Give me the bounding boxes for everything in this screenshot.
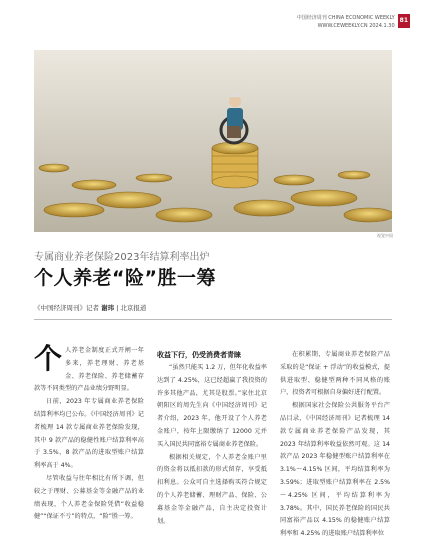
paragraph: 根据相关规定，个人养老金账户里的资金将以抵扣款的形式留存，享受抵扣利息。公众可自主选择购买符合规定的个人养老储蓄、理财产品、保险、公募基金等金融产品，自主决定投资计划。 [157, 453, 267, 525]
coins-figurine-illustration [34, 50, 392, 232]
paragraph: 尽管收益与往年相比有所下调，但较之于理财、公募基金等金融产品的业绩表现，个人养老金保险凭借“收益稳健”“保证不亏”的特点，“险”胜一筹。 [34, 474, 144, 521]
paragraph-text: 人养老金制度正式开闸一年多来，养老理财、养老基金、养老保险、养老储蓄存款等不同类型的产品业绩分野明显。 [34, 347, 144, 393]
header-website-date: WWW.CEWEEKLY.CN 2024.1.30 [317, 23, 395, 29]
paragraph: 在积累期，专属商业养老保险产品采取的是“保证 + 浮动”的收益模式，提供进取型、稳健型两种不同风格的账户，投资者可根据自身偏好进行配置。 [280, 351, 390, 397]
article-subtitle: 专属商业养老保险2023年结算利率出炉 [34, 252, 210, 263]
paragraph: “虽然只能买 1.2 万，但年化收益率达到了 4.25%，这已经超赢了我投资的许多其他产品，尤其是股票。”家住北京朝阳区的周先生向《中国经济周刊》记者介绍，2023 年，他开设了个人养老金账户，按年上限缴纳了 12000 元并买入国民共同富裕专属商业养老保险。 [157, 364, 267, 448]
byline-publication: 《中国经济周刊》记者 [34, 304, 99, 312]
byline [34, 303, 146, 312]
paragraph: 日前，2023 年专属商业养老保险结算利率均已公布。《中国经济周刊》记者梳理 14 款专属商业养老保险发现，其中 9 款产品的稳健性账户结算利率高于 3.5%，8 款产品的进取型账户结算利率高于 4%。 [34, 398, 144, 470]
paragraph [34, 342, 144, 396]
page-number: 81 [398, 14, 410, 28]
photo-credit: 视觉中国 [377, 233, 393, 238]
article-photo [34, 50, 392, 232]
column-3 [280, 349, 390, 541]
column-2 [157, 349, 267, 528]
column-1 [34, 342, 144, 524]
byline-location: | 北京报道 [116, 304, 147, 312]
drop-cap: 个 [34, 342, 63, 375]
byline-author: 谢玮 [101, 304, 115, 312]
header-text [297, 14, 395, 30]
divider [34, 319, 392, 320]
article-title: 个人养老“险”胜一筹 [34, 267, 216, 289]
header-publication: 中国经济周刊 CHINA ECONOMIC WEEKLY [296, 15, 395, 21]
page-header [297, 14, 410, 30]
section-heading: 收益下行，仍受消费者青睐 [157, 351, 241, 359]
paragraph: 根据国家社会保险公共服务平台产品目录，《中国经济周刊》记者梳理 14 款专属商业养老保险产品发现，其 2023 年结算利率收益依然可观。这 14 款产品 2023 年稳健型账户结算利率在 3.1%～4.15% 区间，平均结算利率为 3.59%；进取型账户结算利率在 2.5%～4.25% 区间，平均结算利率为 3.78%。其中，国民养老保险的国民共同富裕产品以 4.15% 的稳健账户结算利率和 4.25% 的进取账户结算利率位 [280, 402, 390, 538]
